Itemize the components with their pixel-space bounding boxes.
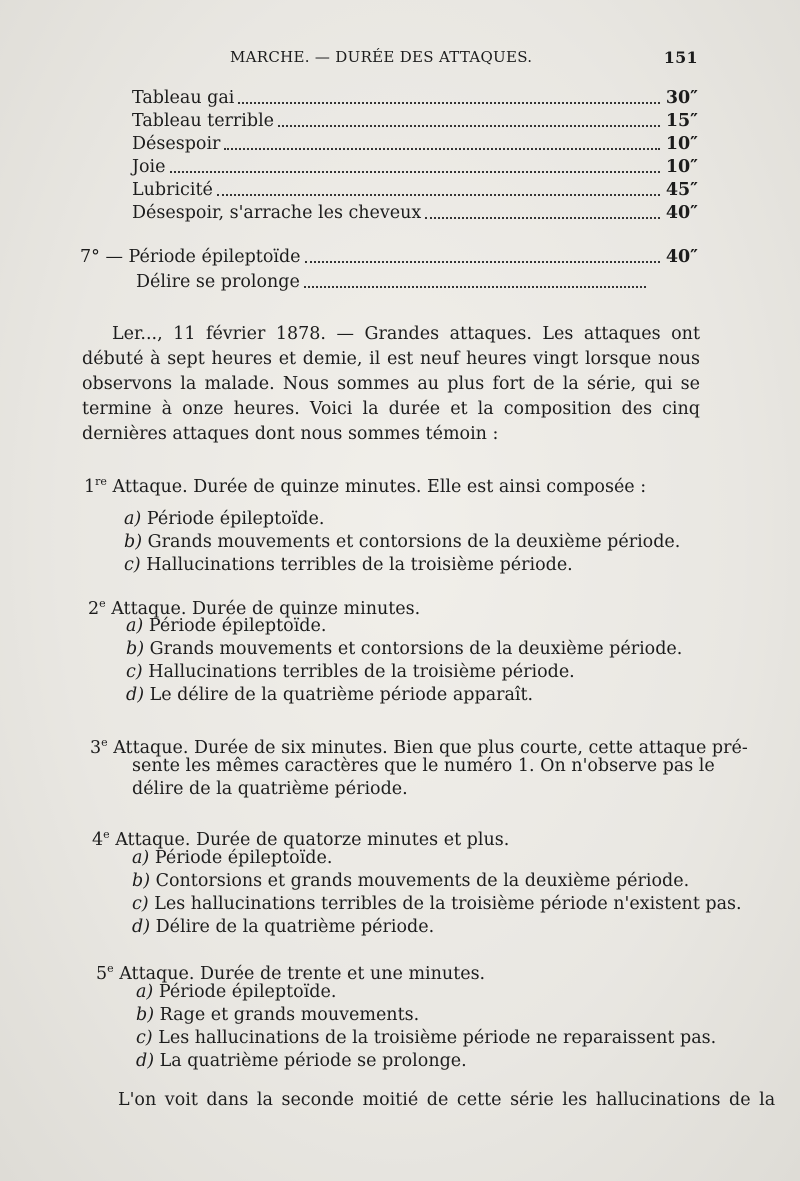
toc-row: Joie 10″ xyxy=(132,157,698,177)
toc-row: Désespoir, s'arrache les cheveux 40″ xyxy=(132,203,698,223)
attack-1-item-a: a) Période épileptoïde. xyxy=(124,509,325,529)
attack-5-item-a: a) Période épileptoïde. xyxy=(136,982,337,1002)
attack-5-heading: 5e Attaque. Durée de trente et une minutes. xyxy=(96,962,486,984)
attack-4-heading: 4e Attaque. Durée de quatorze minutes et plus. xyxy=(92,828,510,850)
attack-3-line-3: délire de la quatrième période. xyxy=(132,779,408,799)
attack-4-item-c: c) Les hallucinations terribles de la troisième période n'existent pas. xyxy=(132,894,742,914)
attack-5-item-b: b) Rage et grands mouvements. xyxy=(136,1005,420,1025)
attack-2-item-a: a) Période épileptoïde. xyxy=(126,616,327,636)
attack-5-item-c: c) Les hallucinations de la troisième période ne reparaissent pas. xyxy=(136,1028,717,1048)
attack-3-line-1: 3e Attaque. Durée de six minutes. Bien que plus courte, cette attaque pré- xyxy=(90,736,748,758)
running-header xyxy=(230,48,698,72)
page-number: 151 xyxy=(663,48,698,67)
attack-4-item-a: a) Période épileptoïde. xyxy=(132,848,333,868)
attack-3-line-2: sente les mêmes caractères que le numéro 1. On n'observe pas le xyxy=(132,756,715,776)
attack-2-item-b: b) Grands mouvements et contorsions de la deuxième période. xyxy=(126,639,683,659)
closing-line: L'on voit dans la seconde moitié de cette série les hallucinations de la xyxy=(118,1090,776,1110)
toc-row: Lubricité 45″ xyxy=(132,180,698,200)
toc-row: Tableau gai 30″ xyxy=(132,88,698,108)
attack-5-item-d: d) La quatrième période se prolonge. xyxy=(136,1051,467,1071)
attack-4-item-d: d) Délire de la quatrième période. xyxy=(132,917,435,937)
attack-2-item-c: c) Hallucinations terribles de la troisième période. xyxy=(126,662,575,682)
attack-1-heading: 1re Attaque. Durée de quinze minutes. Elle est ainsi composée : xyxy=(84,475,647,497)
attack-2-heading: 2e Attaque. Durée de quinze minutes. xyxy=(88,597,421,619)
toc-row: Désespoir 10″ xyxy=(132,134,698,154)
attack-1-item-c: c) Hallucinations terribles de la troisième période. xyxy=(124,555,573,575)
running-title: MARCHE. — DURÉE DES ATTAQUES. xyxy=(230,48,533,66)
period-7-row: 7° — Période épileptoïde 40″ xyxy=(80,247,698,267)
attack-4-item-b: b) Contorsions et grands mouvements de la deuxième période. xyxy=(132,871,690,891)
intro-paragraph: Ler..., 11 février 1878. — Grandes attaques. Les attaques ont débuté à sept heures et demie, il est neuf heures vingt lorsque nous observons la malade. Nous sommes au plus fort de la série, qui se termine à onze heures. Voici la durée et la composition des cinq dernières attaques dont nous sommes témoin : xyxy=(82,324,700,444)
period-7-sub-row: Délire se prolonge xyxy=(136,270,650,294)
attack-1-item-b: b) Grands mouvements et contorsions de la deuxième période. xyxy=(124,532,681,552)
toc-row: Tableau terrible 15″ xyxy=(132,111,698,131)
attack-2-item-d: d) Le délire de la quatrième période apparaît. xyxy=(126,685,534,705)
